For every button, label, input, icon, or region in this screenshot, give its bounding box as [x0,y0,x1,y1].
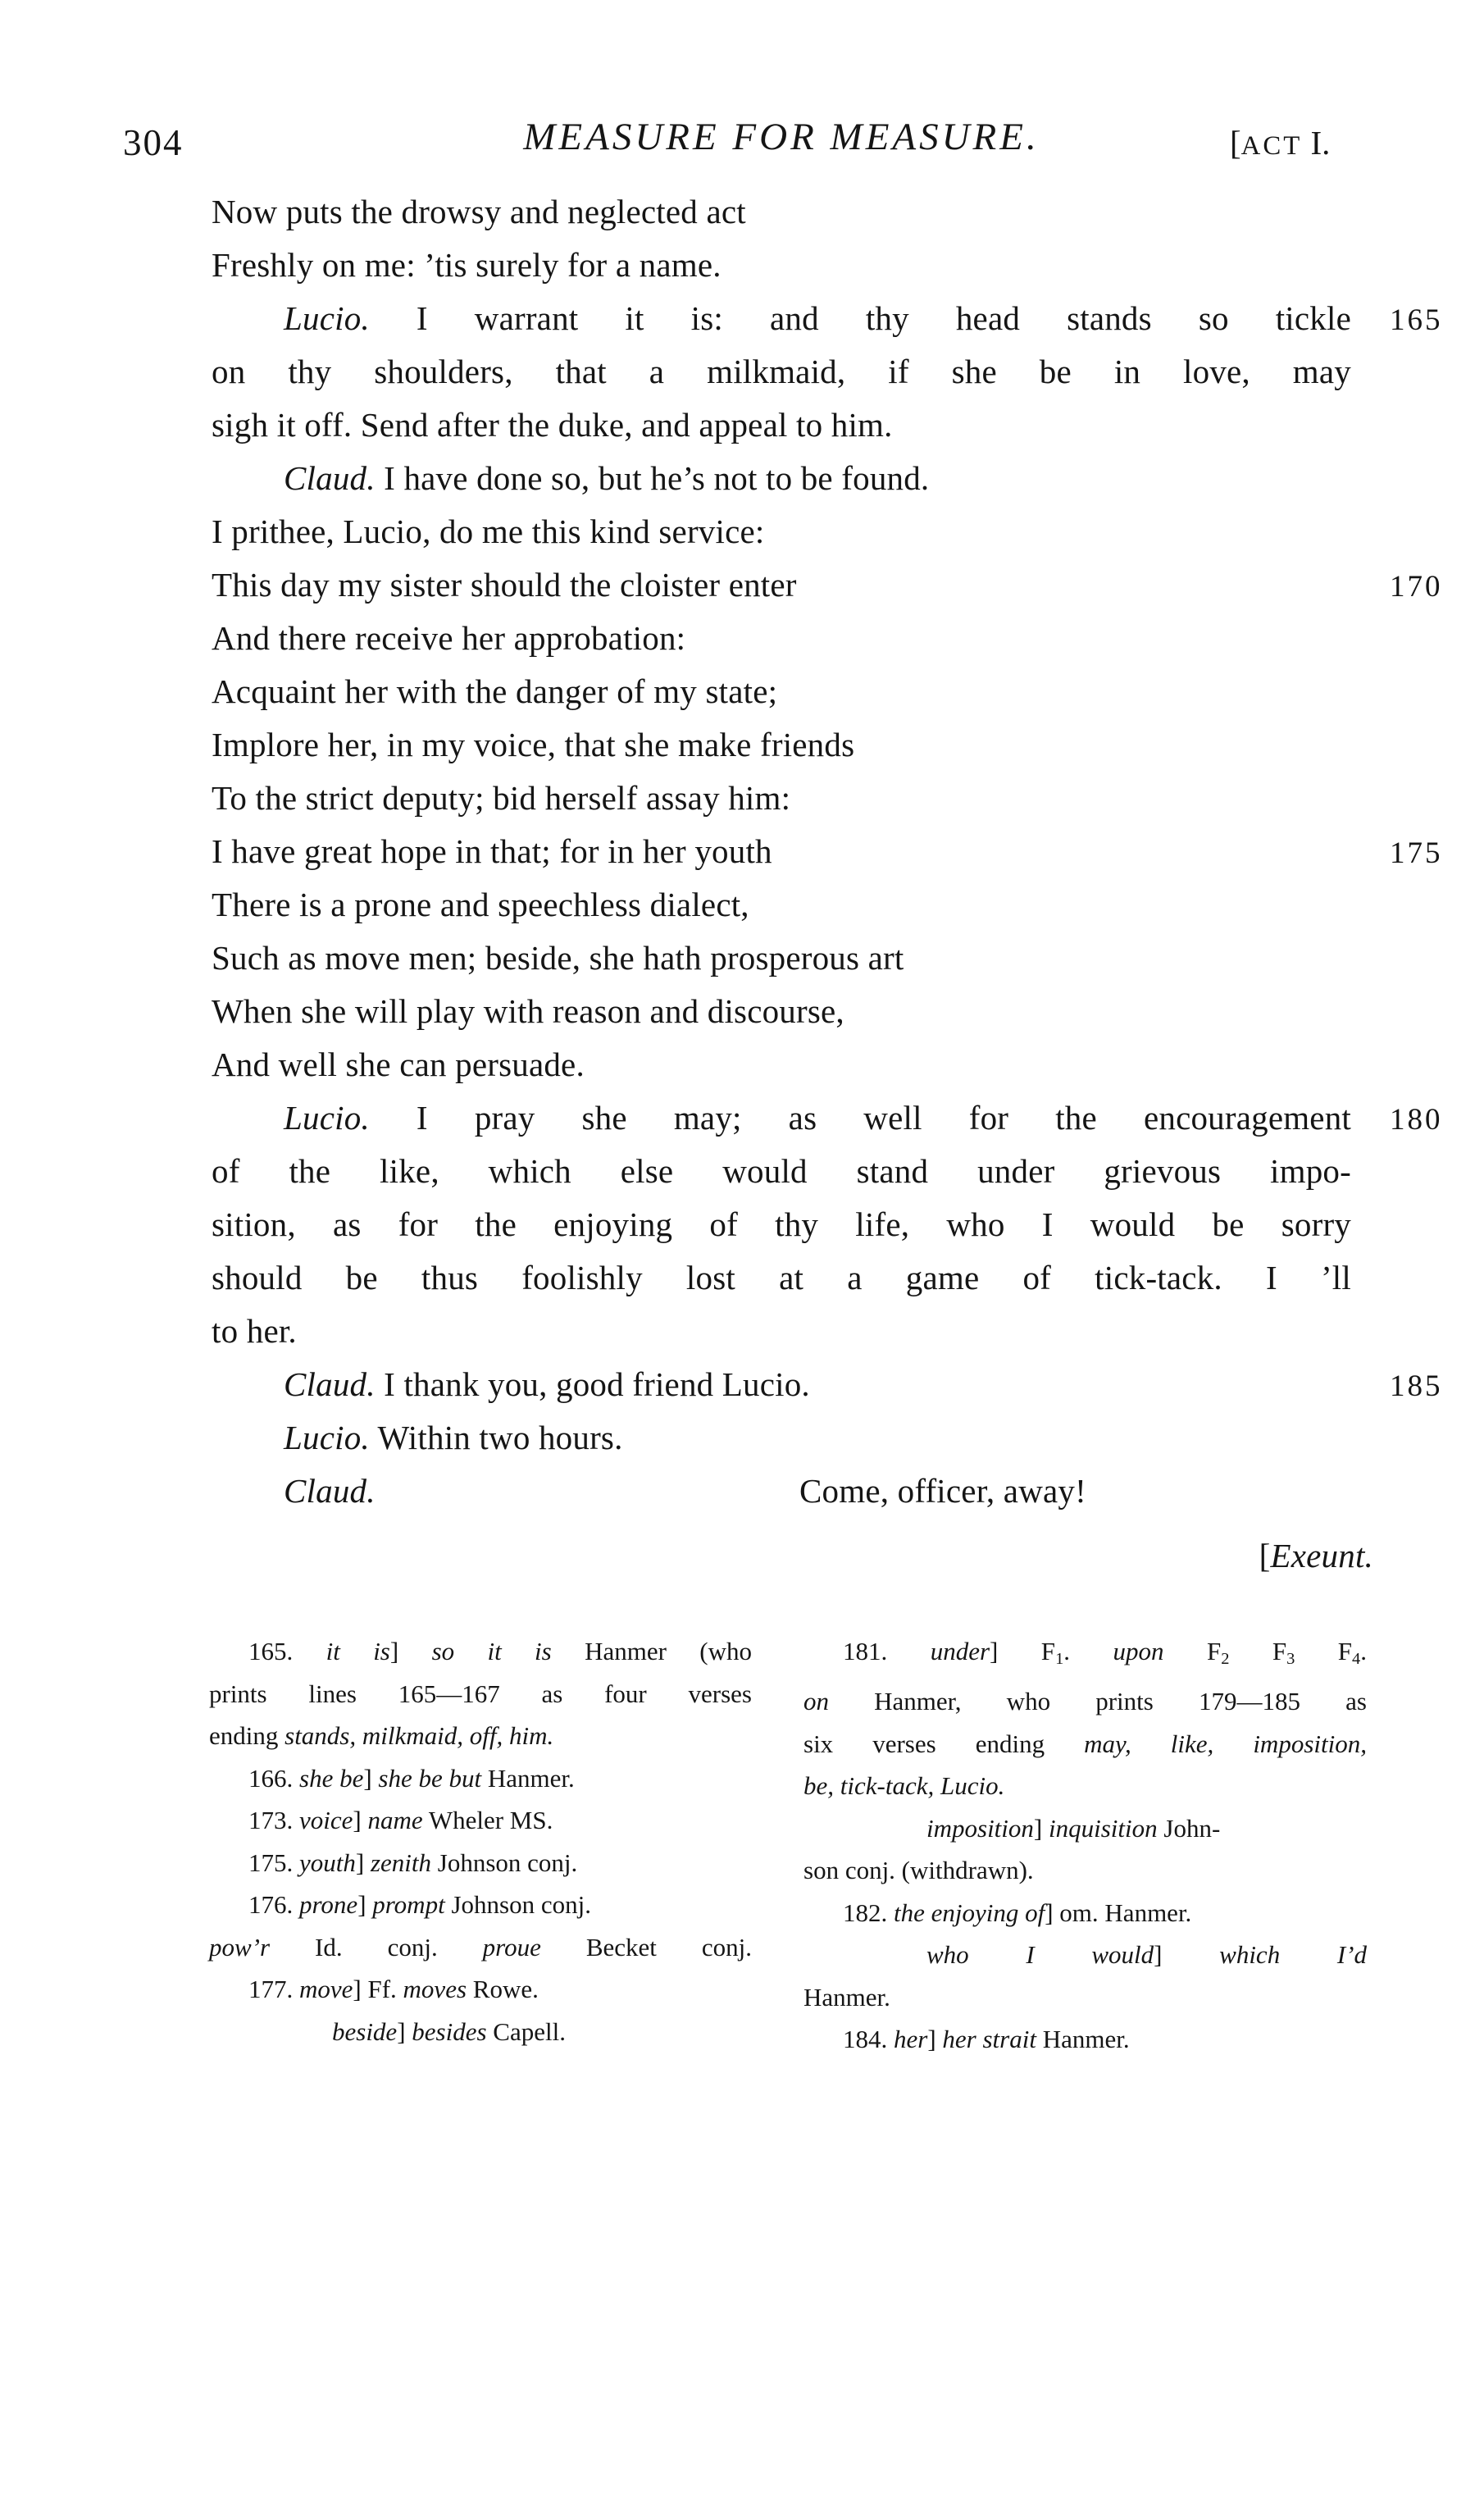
text-line [212,292,1443,345]
footnote-line: six verses ending may, like, imposition, [803,1729,1367,1758]
footnote-line: pow’r Id. conj. proue Becket conj. [209,1932,752,1962]
line-text: Lucio. Within two hours. [284,1419,623,1456]
text-line [212,718,1351,772]
footnote-line: 166. she be] she be but Hanmer. [248,1763,575,1793]
text-line [212,1198,1351,1251]
footnote-line: 173. voice] name Wheler MS. [248,1806,553,1834]
text-line [212,1358,1443,1411]
footnote-line: 182. the enjoying of] om. Hanmer. [843,1898,1192,1927]
page-number: 304 [123,122,184,163]
footnote-line: on Hanmer, who prints 179—185 as [803,1687,1367,1716]
line-number: 165 [1390,303,1443,337]
text-line [212,1465,1351,1518]
act-label: [ACT I. [1230,124,1331,162]
footnotes-right-column [803,1630,1367,2061]
footnote-line: imposition] inquisition John- [926,1813,1221,1843]
text-line [212,505,1351,558]
running-title: MEASURE FOR MEASURE. [523,116,1040,158]
footnote-line: prints lines 165—167 as four verses [209,1679,752,1708]
text-line [212,612,1351,665]
footnote-line: be, tick-tack, Lucio. [803,1771,1005,1801]
line-text: sigh it off. Send after the duke, and appeal to him. [212,406,893,444]
line-text: Such as move men; beside, she hath prosperous art [212,939,904,977]
footnote-line: 181. under] F1. upon F2 F3 F4. [843,1637,1367,1668]
line-text: Lucio. I pray she may; as well for the encouragement [284,1099,1351,1137]
text-line [212,665,1351,718]
line-text: Claud. [284,1472,376,1510]
line-text: Freshly on me: ’tis surely for a name. [212,246,722,284]
text-line [212,1411,1351,1465]
footnote-line: beside] besides Capell. [332,2016,566,2046]
line-text: To the strict deputy; bid herself assay him: [212,779,791,817]
footnotes-left-column [209,1630,752,2053]
line-number: 175 [1390,836,1443,870]
footnote-line: who I would] which I’d [926,1940,1368,1970]
line-text: I prithee, Lucio, do me this kind service: [212,513,765,550]
footnote-line: son conj. (withdrawn). [803,1856,1034,1885]
stage-direction [212,1529,1373,1587]
footnote-line: 175. youth] zenith Johnson conj. [248,1848,578,1877]
text-line [212,1305,1351,1358]
text-line [212,345,1351,399]
line-text: And well she can persuade. [212,1046,585,1083]
text-line [212,1038,1351,1091]
footnote-line: ending stands, milkmaid, off, him. [209,1721,554,1750]
line-text: Claud. I thank you, good friend Lucio. [284,1365,810,1403]
text-line [212,772,1351,825]
line-text: There is a prone and speechless dialect, [212,886,749,923]
text-line [212,558,1443,612]
line-text: When she will play with reason and discourse, [212,992,844,1030]
text-line [212,878,1351,932]
speech-continuation: Come, officer, away! [799,1472,1086,1510]
line-text: This day my sister should the cloister enter [212,566,797,604]
footnote-line: Hanmer. [803,1982,890,2012]
line-text: Lucio. I warrant it is: and thy head stands so tickle [284,299,1351,337]
text-line [212,985,1351,1038]
line-text: [Exeunt. [1259,1537,1373,1574]
dialogue-block [212,185,1443,1587]
text-line [212,399,1351,452]
line-text: of the like, which else would stand under grievous impo- [212,1152,1351,1190]
text-line [212,185,1351,239]
line-text: sition, as for the enjoying of thy life, who I would be sorry [212,1205,1351,1243]
line-text: Now puts the drowsy and neglected act [212,193,746,230]
text-line [212,1251,1351,1305]
line-number: 180 [1390,1103,1443,1137]
line-text: I have great hope in that; for in her youth [212,832,772,870]
text-line [212,1145,1351,1198]
footnote-line: 184. her] her strait Hanmer. [843,2025,1130,2054]
text-line [212,1091,1443,1145]
text-line [212,239,1351,292]
line-text: Acquaint her with the danger of my state; [212,672,778,710]
footnote-line: 176. prone] prompt Johnson conj. [248,1890,591,1919]
text-line [212,452,1351,505]
text-line [212,932,1351,985]
line-text: to her. [212,1312,297,1350]
footnote-line: 165. it is] so it is Hanmer (who [248,1637,753,1665]
line-text: Implore her, in my voice, that she make friends [212,726,855,763]
line-text: And there receive her approbation: [212,619,686,657]
line-text: Claud. I have done so, but he’s not to be found. [284,459,930,497]
line-number: 185 [1390,1369,1443,1403]
text-line [212,825,1443,878]
footnote-line: 177. move] Ff. moves Rowe. [248,1975,539,2003]
line-text: should be thus foolishly lost at a game of tick-tack. I ’ll [212,1259,1351,1296]
line-text: on thy shoulders, that a milkmaid, if she be in love, may [212,353,1351,390]
line-number: 170 [1390,570,1443,604]
